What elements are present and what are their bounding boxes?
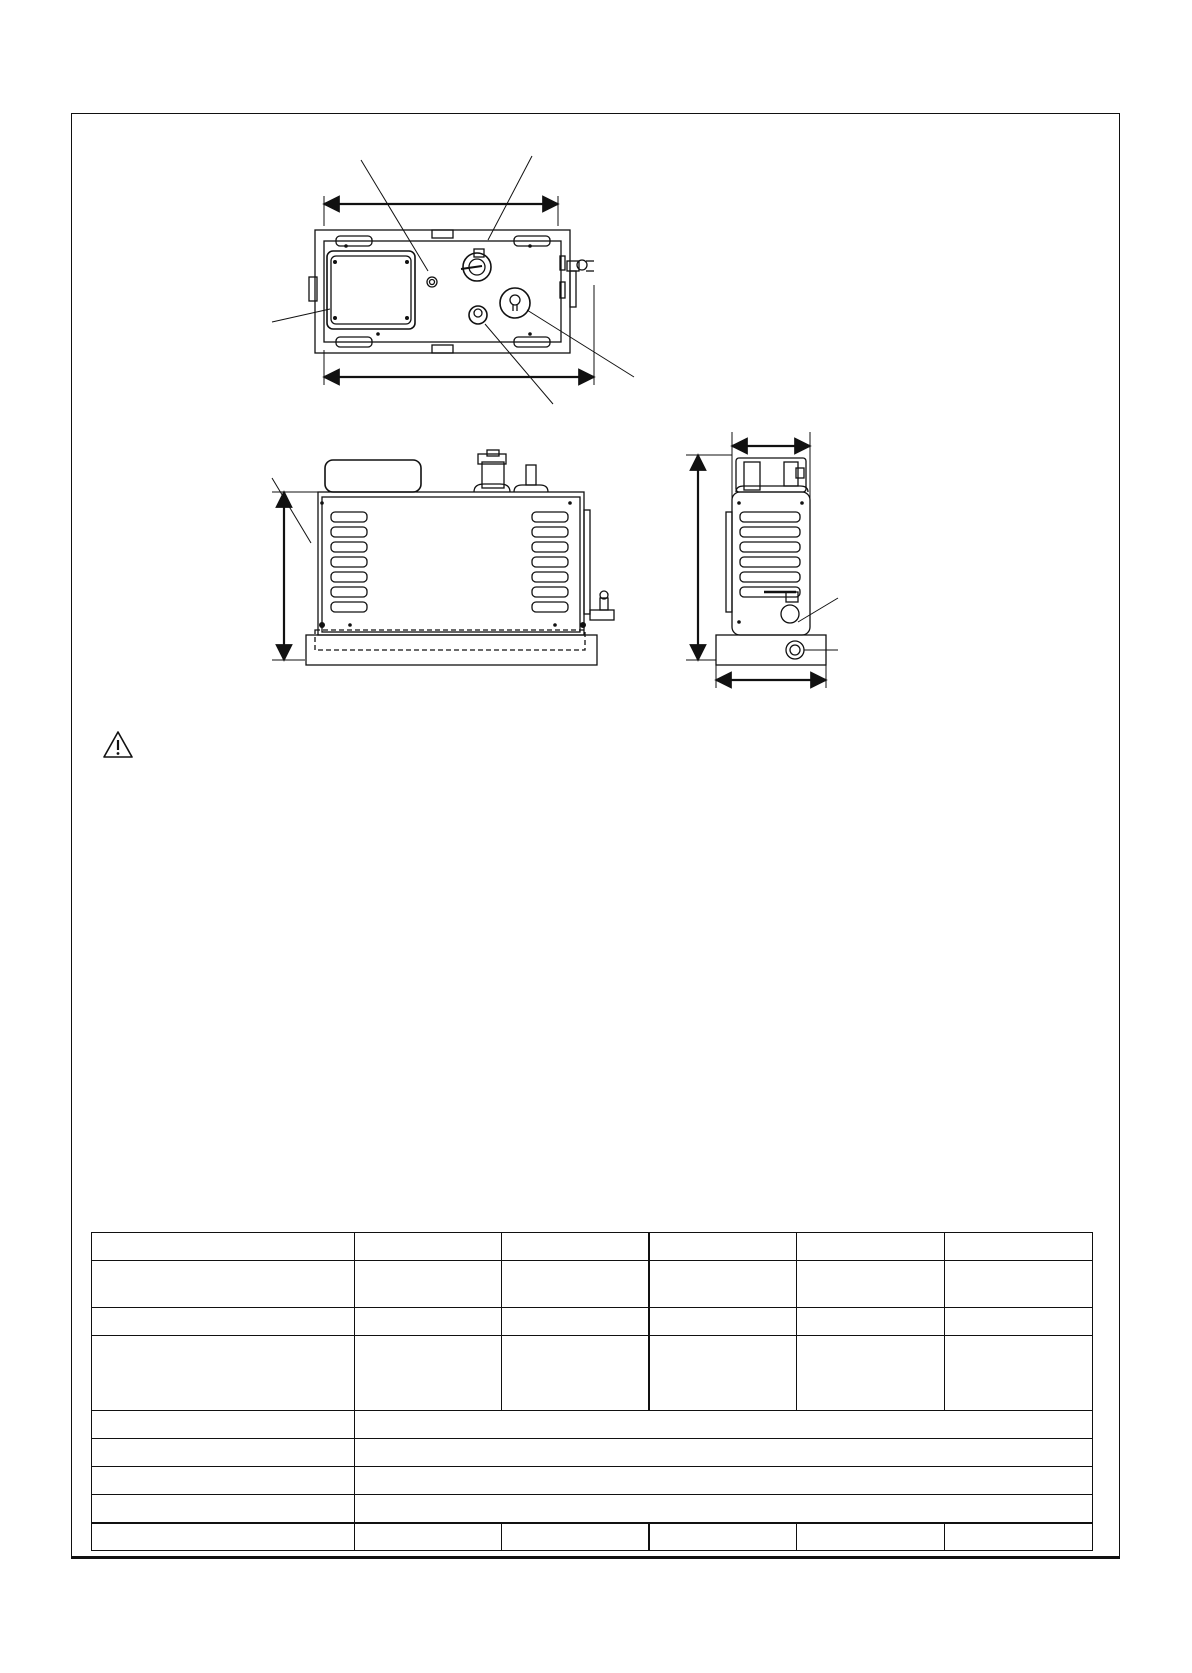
side-view <box>686 432 838 688</box>
leader-line <box>488 156 532 240</box>
table-cell <box>92 1495 355 1523</box>
front-view <box>272 450 614 665</box>
table-cell <box>797 1261 945 1308</box>
table-cell <box>92 1308 355 1336</box>
table-cell <box>355 1336 502 1411</box>
table-cell <box>92 1233 355 1261</box>
table-cell <box>502 1233 649 1261</box>
table-cell <box>649 1308 797 1336</box>
table-cell <box>945 1233 1093 1261</box>
technical-drawing <box>0 0 1192 780</box>
vent-louvres-right <box>532 512 568 612</box>
table-cell <box>92 1523 355 1551</box>
table-cell <box>355 1467 1093 1495</box>
table-cell <box>649 1261 797 1308</box>
table-cell <box>945 1336 1093 1411</box>
table-cell <box>355 1261 502 1308</box>
table-cell <box>649 1233 797 1261</box>
table-cell <box>92 1467 355 1495</box>
side-vent-louvres <box>740 512 800 597</box>
leader-line <box>527 310 634 377</box>
vent-louvres-left <box>331 512 367 612</box>
table-cell <box>92 1439 355 1467</box>
table-cell <box>355 1495 1093 1523</box>
table-cell <box>355 1523 502 1551</box>
table-row <box>92 1308 1093 1336</box>
housing <box>318 492 584 635</box>
table-cell <box>355 1308 502 1336</box>
leader-line <box>361 160 428 271</box>
table-row <box>92 1336 1093 1411</box>
table-row <box>92 1523 1093 1551</box>
reservoir <box>325 460 421 492</box>
table-row <box>92 1439 1093 1467</box>
table-row <box>92 1467 1093 1495</box>
table-cell <box>502 1336 649 1411</box>
reservoir-box <box>327 251 415 329</box>
table-cell <box>502 1261 649 1308</box>
table-cell <box>502 1308 649 1336</box>
spec-table <box>91 1232 1093 1551</box>
table-cell <box>797 1336 945 1411</box>
table-cell <box>502 1523 649 1551</box>
table-cell <box>945 1523 1093 1551</box>
warning-icon <box>102 730 134 760</box>
table-row <box>92 1233 1093 1261</box>
table-row <box>92 1261 1093 1308</box>
table-cell <box>355 1233 502 1261</box>
table-row <box>92 1495 1093 1523</box>
table-cell <box>797 1523 945 1551</box>
table-cell <box>92 1411 355 1439</box>
table-cell <box>92 1261 355 1308</box>
table-row <box>92 1411 1093 1439</box>
table-cell <box>92 1336 355 1411</box>
side-housing <box>732 492 810 635</box>
table-cell <box>649 1336 797 1411</box>
table-cell <box>649 1523 797 1551</box>
table-cell <box>355 1439 1093 1467</box>
leader-line <box>272 309 330 322</box>
leader-line <box>485 324 553 404</box>
leader-line <box>798 598 838 622</box>
table-cell <box>945 1261 1093 1308</box>
inlet-port <box>500 288 530 318</box>
top-view <box>272 156 634 404</box>
table-cell <box>355 1411 1093 1439</box>
table-cell <box>797 1308 945 1336</box>
table-cell <box>797 1233 945 1261</box>
table-cell <box>945 1308 1093 1336</box>
base-plate <box>315 230 570 353</box>
